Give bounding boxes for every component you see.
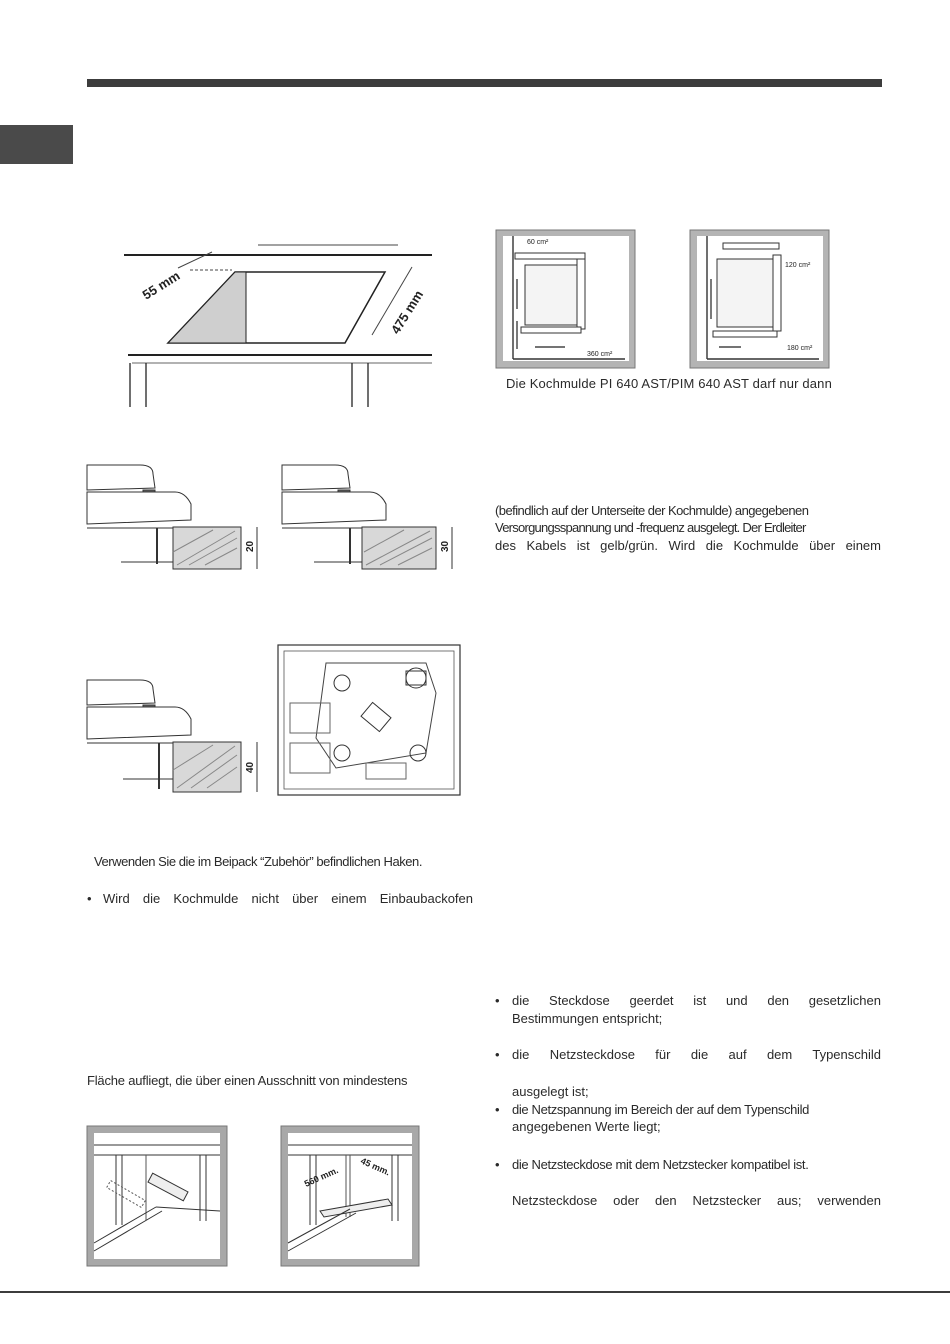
check-voltage-line2: angegebenen Werte liegt; bbox=[512, 1119, 661, 1134]
cabinet-diagram-b bbox=[280, 1125, 420, 1267]
bullet-glyph: • bbox=[495, 1047, 500, 1062]
ventilation-diagram-a bbox=[495, 229, 636, 369]
cabinet-diagram-a bbox=[86, 1125, 228, 1267]
vent-a-top-area: 60 cm² bbox=[527, 239, 549, 246]
hooks-instruction: Verwenden Sie die im Beipack “Zubehör” befindlichen Haken. bbox=[94, 854, 422, 869]
bullet-glyph: • bbox=[495, 993, 500, 1008]
bottom-rule bbox=[0, 1291, 950, 1293]
surface-cutout-text: Fläche aufliegt, die über einen Ausschnitt von mindestens bbox=[87, 1073, 408, 1088]
check-voltage-line1: die Netzspannung im Bereich der auf dem Typenschild bbox=[512, 1102, 809, 1117]
plug-replacement-text: Netzsteckdose oder den Netzstecker aus; verwenden bbox=[512, 1193, 881, 1208]
cabinet-gap-label: 45 mm. bbox=[359, 1155, 392, 1178]
bullet-glyph: • bbox=[495, 1157, 500, 1172]
vent-a-bottom-area: 360 cm² bbox=[587, 351, 613, 358]
countertop-cutout-diagram bbox=[120, 225, 440, 410]
profile-b-dim: 30 bbox=[440, 540, 451, 552]
vent-b-bottom-area: 180 cm² bbox=[787, 345, 813, 352]
rating-line-2: Versorgungsspannung und -frequenz ausgelegt. Der Erdleiter bbox=[495, 520, 806, 535]
cutout-width-label: 475 mm bbox=[387, 287, 427, 337]
hob-underside-diagram bbox=[276, 643, 464, 798]
check-socket-rating-line1: die Netzsteckdose für die auf dem Typenschild bbox=[512, 1047, 881, 1062]
language-tab bbox=[0, 125, 73, 164]
top-rule bbox=[87, 79, 882, 87]
check-earthed-line2: Bestimmungen entspricht; bbox=[512, 1011, 663, 1026]
rating-line-3: des Kabels ist gelb/grün. Wird die Kochmulde über einem bbox=[495, 538, 881, 553]
profile-c-dim: 40 bbox=[245, 761, 256, 773]
hob-model-text: Die Kochmulde PI 640 AST/PIM 640 AST darf nur dann bbox=[506, 376, 832, 391]
hook-profile-a-diagram bbox=[85, 460, 270, 580]
profile-a-dim: 20 bbox=[245, 540, 256, 552]
bullet-no-oven-text: Wird die Kochmulde nicht über einem Einbaubackofen bbox=[103, 891, 473, 906]
ventilation-diagram-b bbox=[689, 229, 830, 369]
hook-profile-c-diagram bbox=[85, 675, 270, 800]
rating-line-1: (befindlich auf der Unterseite der Kochmulde) angegebenen bbox=[495, 503, 809, 518]
check-socket-rating-line2: ausgelegt ist; bbox=[512, 1084, 589, 1099]
vent-b-top-area: 120 cm² bbox=[785, 262, 811, 269]
hook-profile-b-diagram bbox=[280, 460, 465, 580]
cutout-depth-label: 55 mm bbox=[139, 267, 183, 303]
check-plug-compatible-line1: die Netzsteckdose mit dem Netzstecker kompatibel ist. bbox=[512, 1157, 809, 1172]
cabinet-depth-label: 560 mm. bbox=[302, 1165, 340, 1189]
bullet-glyph: • bbox=[495, 1102, 500, 1117]
bullet-glyph: • bbox=[87, 891, 92, 906]
check-earthed-line1: die Steckdose geerdet ist und den gesetzlichen bbox=[512, 993, 881, 1008]
